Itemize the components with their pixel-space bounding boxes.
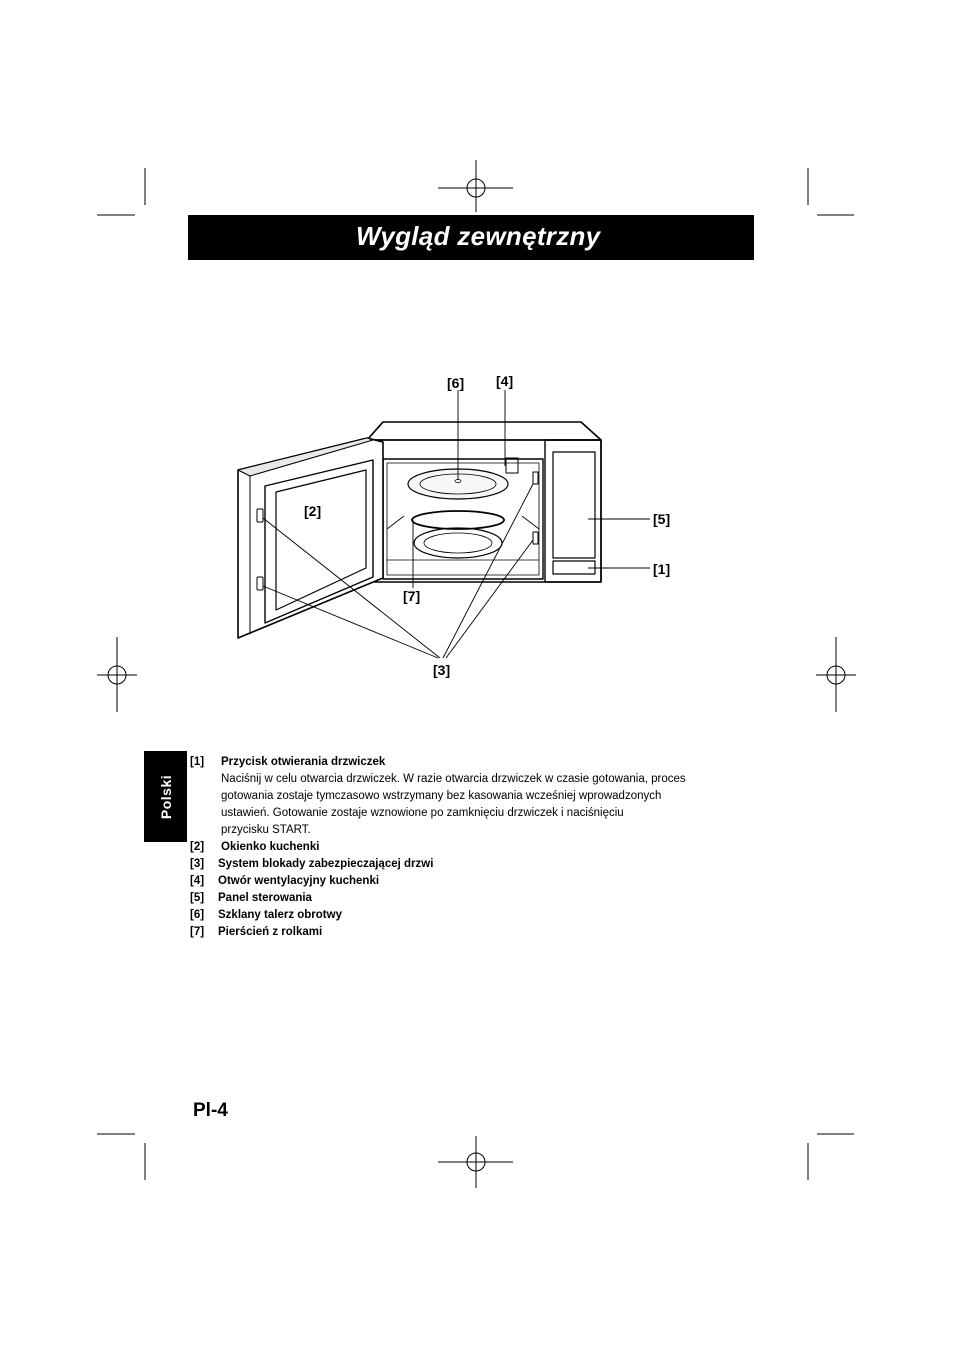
callout-5: [5] xyxy=(653,511,671,527)
legend-item-label: Szklany talerz obrotwy xyxy=(218,909,342,921)
legend-item-description: ustawień. Gotowanie zostaje wznowione po zamknięciu drzwiczek i naciśnięciu xyxy=(221,807,624,819)
language-tab-label: Polski xyxy=(157,774,174,819)
legend-item xyxy=(190,890,750,907)
legend-item-description: gotowania zostaje tymczasowo wstrzymany bez kasowania wcześniej wprowadzonych xyxy=(221,790,662,802)
legend-item xyxy=(190,873,750,890)
legend-item-description: przycisku START. xyxy=(221,824,311,836)
legend-item xyxy=(190,754,750,839)
legend-item-label: Panel sterowania xyxy=(218,892,312,904)
legend-item-label: Okienko kuchenki xyxy=(221,841,320,853)
legend-item-label: Pierścień z rolkami xyxy=(218,926,323,938)
parts-legend xyxy=(190,754,750,941)
page-number: Pl-4 xyxy=(193,1100,228,1121)
legend-item-number: [7] xyxy=(190,926,205,938)
callout-7: [7] xyxy=(403,588,421,604)
legend-item xyxy=(190,924,750,941)
legend-item-number: [5] xyxy=(190,892,205,904)
legend-item xyxy=(190,856,750,873)
legend-item-label: Przycisk otwierania drzwiczek xyxy=(221,756,386,768)
language-tab xyxy=(144,751,187,842)
legend-item-number: [4] xyxy=(190,875,205,887)
callout-2: [2] xyxy=(304,503,322,519)
legend-item-number: [1] xyxy=(190,756,205,768)
callout-3: [3] xyxy=(433,662,451,678)
legend-item-label: System blokady zabezpieczającej drzwi xyxy=(218,858,434,870)
legend-item-number: [2] xyxy=(190,841,205,853)
callout-4: [4] xyxy=(496,373,514,389)
legend-item-label: Otwór wentylacyjny kuchenki xyxy=(218,875,380,887)
legend-item xyxy=(190,907,750,924)
legend-item-number: [6] xyxy=(190,909,205,921)
legend-item-description: Naciśnij w celu otwarcia drzwiczek. W razie otwarcia drzwiczek w czasie gotowania, proces xyxy=(221,773,686,785)
callout-1: [1] xyxy=(653,561,671,577)
callout-6: [6] xyxy=(447,375,465,391)
legend-item-number: [3] xyxy=(190,858,205,870)
page-title: Wygląd zewnętrzny xyxy=(356,221,601,251)
legend-item xyxy=(190,839,750,856)
